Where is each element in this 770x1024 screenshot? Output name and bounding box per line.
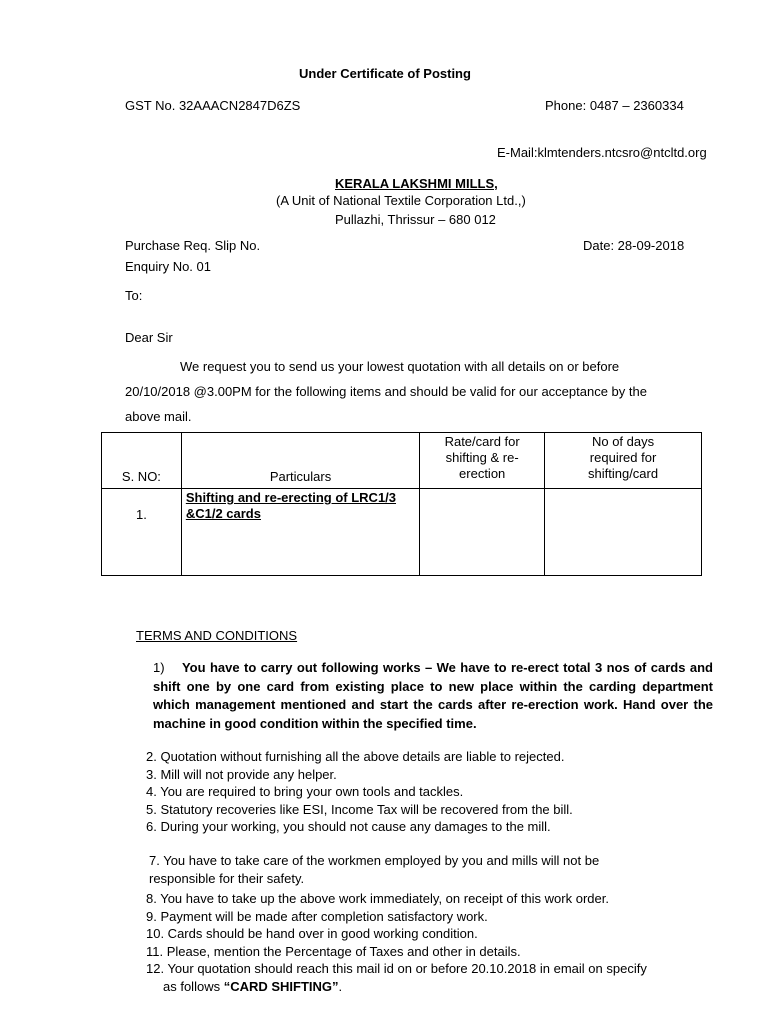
table-row [102,489,702,576]
row-days [545,489,702,576]
posting-title: Under Certificate of Posting [299,66,471,81]
body-line-2: 20/10/2018 @3.00PM for the following items and should be valid for our acceptance by the [125,384,647,399]
terms-item-11: 11. Please, mention the Percentage of Taxes and other in details. [146,943,521,959]
body-line-3: above mail. [125,409,192,424]
row-rate [420,489,545,576]
company-unit: (A Unit of National Textile Corporation Ltd.,) [276,193,526,208]
body-line-1: We request you to send us your lowest quotation with all details on or before [180,359,620,374]
items-table [101,432,702,576]
terms-list-group-1 [146,748,573,836]
header-sno: S. NO: [102,433,182,489]
phone-number: Phone: 0487 – 2360334 [545,98,684,113]
terms-item-12-prefix: as follows [163,978,224,994]
header-rate: Rate/card for shifting & re-erection [420,433,545,489]
terms-item-12: 12. Your quotation should reach this mail id on or before 20.10.2018 in email on specify [146,961,647,976]
terms-item-2: 2. Quotation without furnishing all the above details are liable to rejected. [146,749,565,764]
enquiry-number: Enquiry No. 01 [125,259,211,274]
row-particulars: Shifting and re-erecting of LRC1/3 &C1/2 cards [181,489,419,576]
terms-item-1-text: You have to carry out following works – We have to re-erect total 3 nos of cards and shift one by one card from existing place to new place within the carding department which management mentioned and start the cards after re-erection work. Hand over the machine in good condition within the specified time. [153,660,713,731]
terms-item-4: 4. You are required to bring your own tools and tackles. [146,784,464,799]
table-header-row [102,433,702,489]
company-name: KERALA LAKSHMI MILLS, [335,176,498,191]
row-sno: 1. [102,489,182,576]
terms-item-5: 5. Statutory recoveries like ESI, Income Tax will be recovered from the bill. [146,801,573,817]
terms-list-group-2 [149,852,599,887]
terms-item-9: 9. Payment will be made after completion satisfactory work. [146,908,488,924]
terms-item-12-cont [146,978,647,996]
terms-list-group-3 [146,890,647,995]
email-address: E-Mail:klmtenders.ntcsro@ntcltd.org [497,145,707,160]
card-shifting-label: “CARD SHIFTING” [223,978,339,994]
terms-item-10: 10. Cards should be hand over in good working condition. [146,926,478,941]
header-particulars: Particulars [181,433,419,489]
recipient-to: To: [125,288,143,303]
terms-item-8: 8. You have to take up the above work immediately, on receipt of this work order. [146,891,609,906]
company-address: Pullazhi, Thrissur – 680 012 [335,212,496,227]
terms-item-12-suffix: . [338,978,343,994]
terms-item-7: 7. You have to take care of the workmen employed by you and mills will not be [149,853,600,868]
salutation: Dear Sir [125,330,173,345]
terms-item-3: 3. Mill will not provide any helper. [146,766,337,782]
purchase-slip: Purchase Req. Slip No. [125,238,261,253]
letter-date: Date: 28-09-2018 [583,238,685,253]
header-days: No of days required for shifting/card [545,433,702,489]
gst-number: GST No. 32AAACN2847D6ZS [125,98,301,113]
terms-heading: TERMS AND CONDITIONS [136,628,298,643]
terms-item-7-cont: responsible for their safety. [149,870,305,886]
terms-item-1-number: 1) [153,660,165,675]
terms-item-1 [153,659,713,733]
terms-item-6: 6. During your working, you should not cause any damages to the mill. [146,819,551,834]
